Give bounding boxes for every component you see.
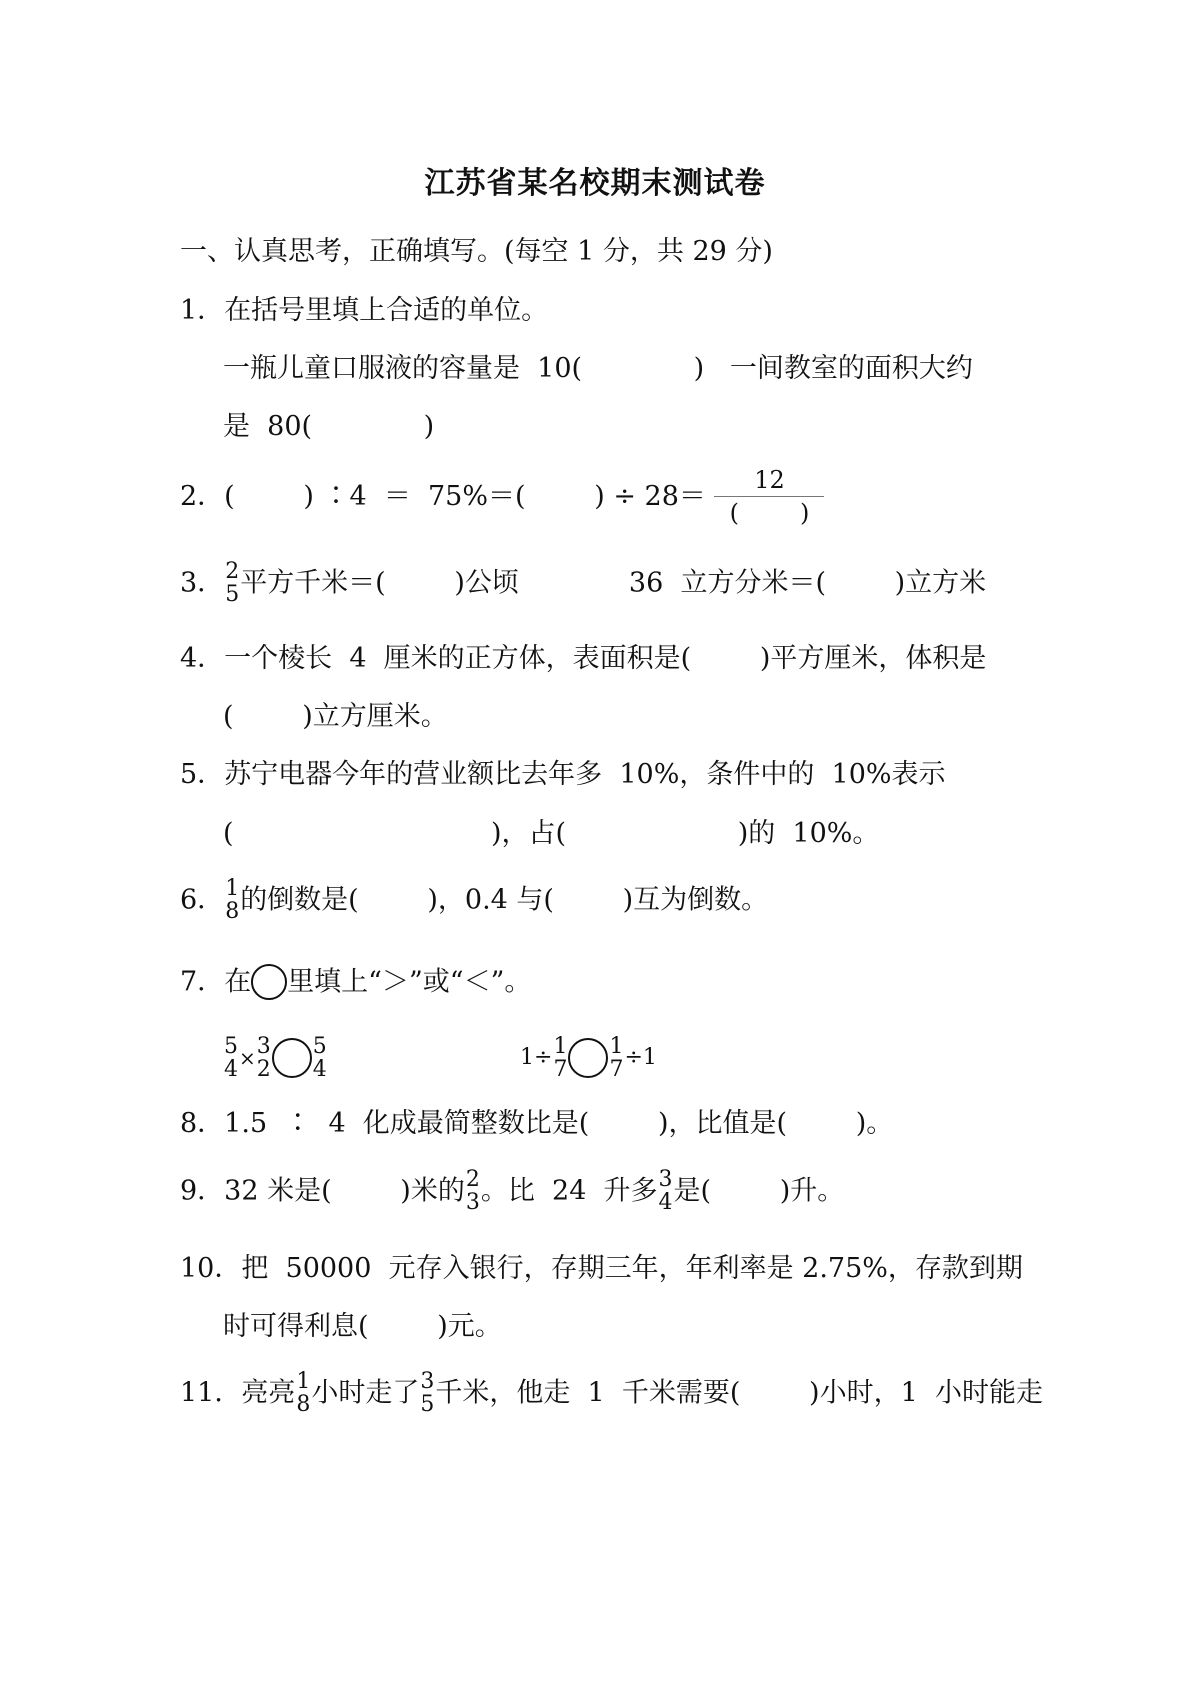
q3-denominator: 5 xyxy=(225,582,240,608)
q9-fraction-1 xyxy=(466,1168,480,1214)
q2-fraction xyxy=(714,468,824,525)
compare-circle-icon xyxy=(251,964,287,1000)
q1-line3: 是 80( ) xyxy=(223,411,435,442)
q2-denominator: ( ) xyxy=(729,499,810,527)
q7b-fraction-1 xyxy=(553,1035,567,1081)
q9-f1-numerator: 2 xyxy=(465,1167,480,1192)
q7b-n2: 1 xyxy=(609,1034,624,1059)
q11-part-c: 千米，他走 1 千米需要( )小时，1 小时能走 xyxy=(435,1377,1043,1409)
q9-line xyxy=(180,1168,844,1214)
q7b-tail: ÷1 xyxy=(624,1045,657,1071)
q11-f2-numerator: 3 xyxy=(420,1369,435,1394)
q7a-d2: 2 xyxy=(256,1057,271,1083)
q11-f1-numerator: 1 xyxy=(296,1369,311,1394)
q8-line: 8．1.5 ∶ 4 化成最简整数比是( )，比值是( )。 xyxy=(180,1108,894,1139)
q5-line1: 5．苏宁电器今年的营业额比去年多 10%，条件中的 10%表示 xyxy=(180,759,946,790)
q2-fraction-bar xyxy=(714,496,824,497)
q6-denominator: 8 xyxy=(225,899,240,925)
q1-line2: 一瓶儿童口服液的容量是 10( ) 一间教室的面积大约 xyxy=(223,353,973,384)
q7a-operator: × xyxy=(239,1046,256,1071)
q10-line1: 10．把 50000 元存入银行，存期三年，年利率是 2.75%，存款到期 xyxy=(180,1253,1023,1284)
q11-part-b: 小时走了 xyxy=(311,1377,420,1409)
q7a-n2: 3 xyxy=(256,1034,271,1059)
q3-fraction xyxy=(225,560,239,606)
q11-f1-denominator: 8 xyxy=(296,1392,311,1418)
q7b-fraction-2 xyxy=(609,1035,623,1081)
q9-fraction-2 xyxy=(659,1168,673,1214)
q2-line xyxy=(180,468,824,525)
q6-number: 6． xyxy=(180,884,225,916)
q7-suffix: 里填上“＞”或“＜”。 xyxy=(287,966,532,998)
q7-expression-a xyxy=(223,1035,328,1081)
q7b-d1: 7 xyxy=(553,1057,568,1083)
section-heading: 一、认真思考，正确填写。(每空 1 分，共 29 分) xyxy=(180,236,773,267)
q6-fraction xyxy=(225,877,239,923)
q9-f2-denominator: 4 xyxy=(658,1190,673,1216)
answer-circle-a[interactable] xyxy=(272,1038,312,1078)
q2-numerator: 12 xyxy=(754,466,785,494)
q4-line2: ( )立方厘米。 xyxy=(223,701,448,732)
q3-part-a: 平方千米＝( )公顷 xyxy=(240,567,519,599)
q7a-n3: 5 xyxy=(312,1034,327,1059)
q11-fraction-1 xyxy=(296,1370,310,1416)
q7-line xyxy=(180,964,531,1000)
q9-f1-denominator: 3 xyxy=(465,1190,480,1216)
q11-line xyxy=(180,1370,1043,1416)
q7-prefix: 7．在 xyxy=(180,966,252,998)
q4-line1: 4．一个棱长 4 厘米的正方体，表面积是( )平方厘米，体积是 xyxy=(180,643,987,674)
q9-part-b: 。比 24 升多 xyxy=(480,1175,658,1207)
q7b-d2: 7 xyxy=(609,1057,624,1083)
q5-line2: ( )，占( )的 10%。 xyxy=(223,818,880,849)
q7b-n1: 1 xyxy=(553,1034,568,1059)
q10-line2: 时可得利息( )元。 xyxy=(223,1311,502,1342)
q9-part-a: 9．32 米是( )米的 xyxy=(180,1175,465,1207)
q2-text: 2．( ) ∶4 ＝ 75%＝( ) ÷ 28＝ xyxy=(180,481,706,512)
q1-line1: 1．在括号里填上合适的单位。 xyxy=(180,295,549,326)
q7a-d3: 4 xyxy=(312,1057,327,1083)
q7-expression-b xyxy=(520,1035,657,1081)
q6-text: 的倒数是( )，0.4 与( )互为倒数。 xyxy=(240,884,769,916)
q3-number: 3． xyxy=(180,567,225,599)
q7a-fraction-2 xyxy=(257,1035,271,1081)
q7a-fraction-3 xyxy=(313,1035,327,1081)
q3-line xyxy=(180,560,986,606)
q7a-n1: 5 xyxy=(224,1034,238,1059)
q7a-d1: 4 xyxy=(224,1057,238,1083)
q11-f2-denominator: 5 xyxy=(420,1392,435,1418)
q7a-fraction-1 xyxy=(224,1035,238,1081)
q6-line xyxy=(180,877,768,923)
q9-f2-numerator: 3 xyxy=(658,1167,673,1192)
page-title: 江苏省某名校期末测试卷 xyxy=(424,166,766,201)
q9-part-c: 是( )升。 xyxy=(673,1175,845,1207)
answer-circle-b[interactable] xyxy=(568,1038,608,1078)
q6-numerator: 1 xyxy=(225,876,240,901)
q7b-lead: 1÷ xyxy=(520,1045,553,1071)
q11-part-a: 11．亮亮 xyxy=(180,1377,296,1409)
q3-numerator: 2 xyxy=(225,559,240,584)
q11-fraction-2 xyxy=(420,1370,434,1416)
q3-part-b: 36 立方分米＝( )立方米 xyxy=(628,567,987,599)
